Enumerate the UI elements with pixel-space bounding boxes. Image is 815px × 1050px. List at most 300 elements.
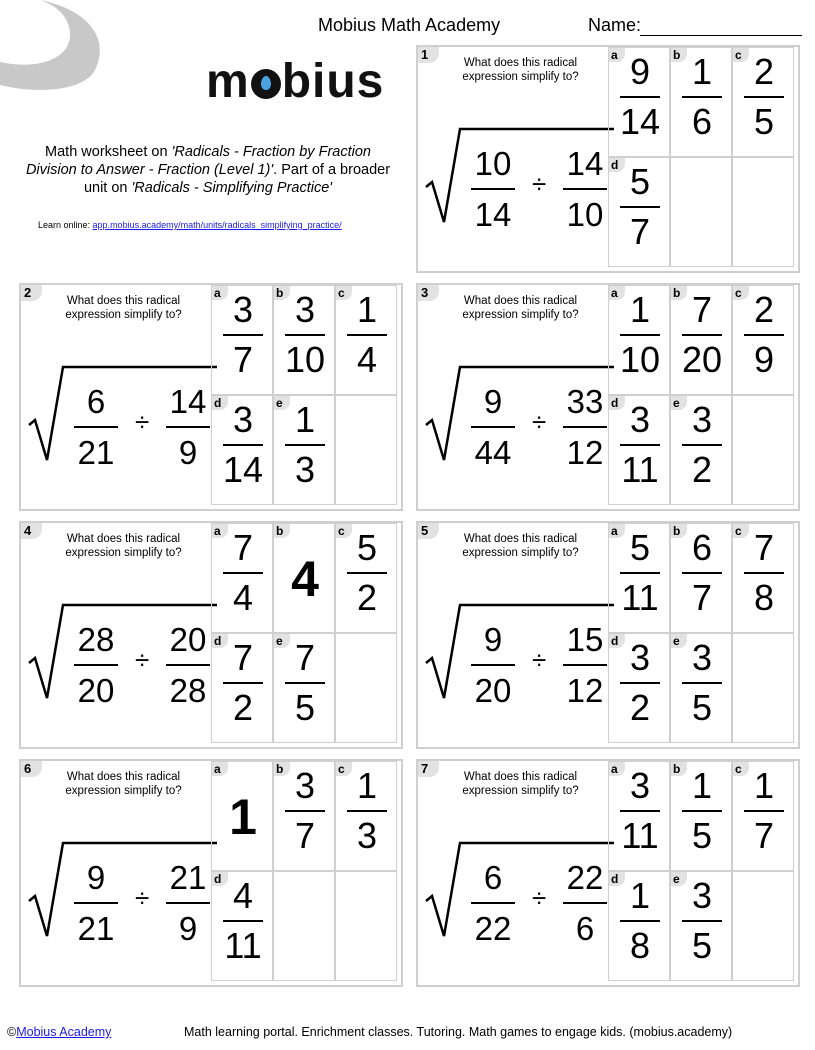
question-text: What does this radical expression simplify to? [462, 771, 579, 797]
fraction-bar [744, 572, 784, 574]
problem-number: 1 [418, 47, 439, 63]
copyright-symbol: © [7, 1025, 17, 1039]
numerator: 1 [691, 51, 713, 92]
answer-option-a[interactable] [608, 47, 670, 157]
numerator: 20 [169, 621, 207, 658]
numerator: 9 [483, 621, 503, 658]
option-label: d [212, 396, 228, 410]
answer-option-b[interactable] [670, 523, 732, 633]
problem-card [19, 759, 403, 987]
division-symbol: ÷ [532, 883, 547, 913]
numerator: 21 [169, 859, 207, 896]
denominator: 8 [629, 925, 651, 966]
option-label: d [212, 872, 228, 886]
fraction-bar [744, 96, 784, 98]
numerator: 5 [629, 161, 651, 202]
empty-answer-cell [335, 633, 397, 743]
denominator: 10 [284, 339, 326, 380]
problem-number: 3 [418, 285, 439, 301]
fraction-bar [682, 96, 722, 98]
numerator: 3 [691, 875, 713, 916]
numerator: 1 [629, 289, 651, 330]
numerator: 28 [77, 621, 115, 658]
denominator: 11 [224, 925, 262, 966]
fraction-bar [166, 902, 210, 904]
answer-option-d[interactable] [211, 395, 273, 505]
divisor-fraction [560, 623, 610, 707]
problem-number: 4 [21, 523, 42, 539]
numerator: 6 [691, 527, 713, 568]
learn-online-label: Learn online: [38, 220, 93, 230]
answer-option-d[interactable] [608, 633, 670, 743]
numerator: 15 [566, 621, 604, 658]
numerator: 6 [86, 383, 106, 420]
question-text: What does this radical expression simplify to? [65, 771, 182, 797]
fraction-bar [682, 444, 722, 446]
option-fraction [281, 289, 329, 380]
intro-prefix: Math worksheet on [45, 144, 172, 160]
option-label: c [733, 762, 749, 776]
option-fraction [740, 527, 788, 618]
problem-card [416, 283, 800, 511]
option-label: c [336, 762, 352, 776]
answer-option-e[interactable] [273, 633, 335, 743]
denominator: 7 [232, 339, 254, 380]
option-fraction [343, 289, 391, 380]
question-text: What does this radical expression simplify to? [65, 533, 182, 559]
numerator: 7 [232, 637, 254, 678]
fraction-bar [223, 920, 263, 922]
fraction-bar [347, 572, 387, 574]
option-label: b [671, 524, 687, 538]
option-fraction [678, 289, 726, 380]
name-field-line[interactable] [640, 35, 802, 36]
option-fraction [616, 161, 664, 252]
divisor-fraction [560, 861, 610, 945]
denominator: 14 [222, 449, 264, 490]
denominator: 3 [294, 449, 316, 490]
numerator: 1 [356, 765, 378, 806]
option-label: e [274, 634, 290, 648]
fraction-bar [223, 572, 263, 574]
option-label: c [733, 524, 749, 538]
fraction-bar [620, 334, 660, 336]
option-fraction [219, 399, 267, 490]
option-fraction [219, 527, 267, 618]
denominator: 2 [356, 577, 378, 618]
denominator: 3 [356, 815, 378, 856]
option-fraction [281, 765, 329, 856]
numerator: 2 [753, 289, 775, 330]
fraction-bar [74, 426, 118, 428]
intro-unit: 'Radicals - Simplifying Practice' [131, 180, 333, 196]
answer-option-b[interactable] [670, 285, 732, 395]
radical-expression [424, 861, 614, 956]
radical-expression [27, 861, 217, 956]
option-label: d [609, 396, 625, 410]
fraction-bar [682, 920, 722, 922]
option-label: a [212, 762, 228, 776]
dividend-fraction [71, 623, 121, 707]
fraction-bar [620, 444, 660, 446]
numerator: 9 [629, 51, 651, 92]
fraction-bar [620, 96, 660, 98]
numerator: 1 [629, 875, 651, 916]
answer-option-c[interactable] [732, 285, 794, 395]
numerator: 3 [232, 289, 254, 330]
option-label: a [212, 524, 228, 538]
logo-drop-icon [251, 69, 281, 99]
fraction-bar [223, 334, 263, 336]
option-label: a [212, 286, 228, 300]
radical-expression [27, 385, 217, 480]
option-fraction [678, 875, 726, 966]
footer-tagline: Math learning portal. Enrichment classes. Tutoring. Math games to engage kids. (mobius.academy) [184, 1025, 733, 1039]
fraction-bar [620, 682, 660, 684]
division-symbol: ÷ [135, 883, 150, 913]
logo-text-end: bius [281, 55, 385, 108]
option-fraction [678, 51, 726, 142]
footer-copyright [7, 1025, 111, 1039]
learn-online-link[interactable]: app.mobius.academy/math/units/radicals_simplifying_practice/ [92, 220, 342, 230]
empty-answer-cell [335, 871, 397, 981]
fraction-bar [74, 902, 118, 904]
answer-option-b[interactable] [670, 761, 732, 871]
fraction-bar [620, 572, 660, 574]
fraction-bar [744, 810, 784, 812]
fraction-bar [347, 810, 387, 812]
numerator: 10 [474, 145, 512, 182]
dividend-fraction [468, 147, 518, 231]
denominator: 2 [629, 687, 651, 728]
problem-card [19, 521, 403, 749]
option-label: c [336, 524, 352, 538]
denominator: 8 [753, 577, 775, 618]
answer-option-e[interactable] [670, 871, 732, 981]
answer-option-a[interactable] [608, 523, 670, 633]
option-label: a [609, 762, 625, 776]
answer-option-a[interactable] [211, 285, 273, 395]
answer-option-d[interactable] [608, 871, 670, 981]
logo-swoosh-graphic [0, 0, 110, 100]
numerator: 1 [691, 765, 713, 806]
radical-expression [424, 385, 614, 480]
name-label: Name: [588, 15, 642, 35]
denominator: 7 [629, 211, 651, 252]
numerator: 7 [232, 527, 254, 568]
numerator: 3 [294, 765, 316, 806]
option-label: c [733, 286, 749, 300]
answer-option-e[interactable] [273, 395, 335, 505]
answer-option-b[interactable] [670, 47, 732, 157]
option-label: d [609, 158, 625, 172]
denominator: 9 [753, 339, 775, 380]
numerator: 3 [232, 399, 254, 440]
answer-option-c[interactable] [335, 285, 397, 395]
option-label: e [671, 396, 687, 410]
denominator: 5 [294, 687, 316, 728]
numerator: 4 [232, 875, 254, 916]
problem-card [416, 759, 800, 987]
option-fraction [616, 875, 664, 966]
dividend-fraction [71, 861, 121, 945]
page-title: Mobius Math Academy [318, 15, 501, 35]
option-fraction [281, 399, 329, 490]
dividend-fraction [468, 861, 518, 945]
empty-answer-cell [732, 395, 794, 505]
denominator: 12 [566, 434, 604, 471]
fraction-bar [285, 810, 325, 812]
empty-answer-cell [732, 633, 794, 743]
numerator: 3 [691, 637, 713, 678]
empty-answer-cell [273, 871, 335, 981]
division-symbol: ÷ [135, 645, 150, 675]
denominator: 4 [232, 577, 254, 618]
fraction-bar [223, 444, 263, 446]
denominator: 28 [169, 672, 207, 709]
question-text: What does this radical expression simplify to? [65, 295, 182, 321]
numerator: 5 [356, 527, 378, 568]
fraction-bar [166, 426, 210, 428]
numerator: 3 [629, 637, 651, 678]
option-fraction [740, 765, 788, 856]
denominator: 6 [691, 101, 713, 142]
denominator: 7 [691, 577, 713, 618]
option-label: c [336, 286, 352, 300]
fraction-bar [620, 810, 660, 812]
option-label: b [671, 286, 687, 300]
answer-option-c[interactable] [732, 47, 794, 157]
option-fraction [616, 637, 664, 728]
option-label: d [212, 634, 228, 648]
option-fraction [678, 765, 726, 856]
footer-link[interactable]: Mobius Academy [16, 1025, 112, 1039]
answer-option-b[interactable] [273, 285, 335, 395]
division-symbol: ÷ [532, 169, 547, 199]
denominator: 5 [691, 925, 713, 966]
denominator: 11 [621, 577, 659, 618]
numerator: 22 [566, 859, 604, 896]
denominator: 20 [474, 672, 512, 709]
dividend-fraction [468, 385, 518, 469]
option-fraction [740, 289, 788, 380]
numerator: 6 [483, 859, 503, 896]
radical-expression [424, 623, 614, 718]
option-label: a [609, 286, 625, 300]
denominator: 44 [474, 434, 512, 471]
question-text: What does this radical expression simplify to? [462, 295, 579, 321]
option-whole-number: 1 [229, 789, 257, 845]
fraction-bar [285, 682, 325, 684]
fraction-bar [471, 902, 515, 904]
numerator: 14 [566, 145, 604, 182]
fraction-bar [620, 206, 660, 208]
fraction-bar [563, 664, 607, 666]
empty-answer-cell [335, 395, 397, 505]
option-label: e [671, 634, 687, 648]
option-fraction [343, 527, 391, 618]
divisor-fraction [560, 385, 610, 469]
answer-option-d[interactable] [211, 633, 273, 743]
denominator: 5 [753, 101, 775, 142]
fraction-bar [74, 664, 118, 666]
answer-option-b[interactable] [273, 523, 335, 633]
denominator: 10 [619, 339, 661, 380]
option-label: e [671, 872, 687, 886]
denominator: 9 [178, 910, 198, 947]
problem-card [416, 521, 800, 749]
fraction-bar [285, 334, 325, 336]
radical-expression [424, 147, 614, 242]
numerator: 1 [356, 289, 378, 330]
divisor-fraction [163, 385, 213, 469]
answer-option-a[interactable] [608, 285, 670, 395]
problem-card [19, 283, 403, 511]
option-fraction [281, 637, 329, 728]
option-label: a [609, 48, 625, 62]
denominator: 20 [77, 672, 115, 709]
problem-number: 7 [418, 761, 439, 777]
numerator: 9 [483, 383, 503, 420]
logo-text-start: m [206, 55, 250, 108]
answer-option-d[interactable] [608, 395, 670, 505]
problem-number: 6 [21, 761, 42, 777]
denominator: 9 [178, 434, 198, 471]
empty-answer-cell [670, 157, 732, 267]
fraction-bar [682, 810, 722, 812]
denominator: 20 [681, 339, 723, 380]
problem-number: 5 [418, 523, 439, 539]
option-fraction [678, 637, 726, 728]
option-label: b [274, 286, 290, 300]
mobius-logo [206, 55, 385, 108]
denominator: 4 [356, 339, 378, 380]
denominator: 21 [77, 434, 115, 471]
fraction-bar [471, 426, 515, 428]
answer-option-b[interactable] [273, 761, 335, 871]
numerator: 33 [566, 383, 604, 420]
empty-answer-cell [732, 871, 794, 981]
answer-option-a[interactable] [608, 761, 670, 871]
dividend-fraction [468, 623, 518, 707]
numerator: 14 [169, 383, 207, 420]
denominator: 12 [566, 672, 604, 709]
denominator: 22 [474, 910, 512, 947]
denominator: 14 [619, 101, 661, 142]
answer-option-c[interactable] [335, 523, 397, 633]
option-label: e [274, 396, 290, 410]
answer-option-a[interactable] [211, 761, 273, 871]
numerator: 9 [86, 859, 106, 896]
option-fraction [616, 51, 664, 142]
option-whole-number: 4 [291, 551, 319, 607]
divisor-fraction [163, 623, 213, 707]
division-symbol: ÷ [532, 645, 547, 675]
fraction-bar [682, 572, 722, 574]
fraction-bar [166, 664, 210, 666]
intro-topic: 'Radicals - Fraction by Fraction Division to Answer - Fraction (Level 1)' [25, 144, 371, 178]
option-fraction [616, 289, 664, 380]
fraction-bar [682, 682, 722, 684]
fraction-bar [563, 426, 607, 428]
radical-expression [27, 623, 217, 718]
numerator: 3 [629, 399, 651, 440]
option-fraction [678, 527, 726, 618]
numerator: 3 [691, 399, 713, 440]
option-fraction [219, 637, 267, 728]
problem-number: 2 [21, 285, 42, 301]
numerator: 3 [294, 289, 316, 330]
answer-option-c[interactable] [335, 761, 397, 871]
division-symbol: ÷ [135, 407, 150, 437]
fraction-bar [471, 664, 515, 666]
option-label: b [671, 48, 687, 62]
denominator: 2 [691, 449, 713, 490]
option-fraction [678, 399, 726, 490]
numerator: 5 [629, 527, 651, 568]
option-fraction [616, 527, 664, 618]
answer-option-e[interactable] [670, 633, 732, 743]
denominator: 11 [621, 449, 659, 490]
fraction-bar [620, 920, 660, 922]
option-fraction [616, 399, 664, 490]
answer-option-d[interactable] [211, 871, 273, 981]
answer-option-a[interactable] [211, 523, 273, 633]
fraction-bar [471, 188, 515, 190]
question-text: What does this radical expression simplify to? [462, 533, 579, 559]
divisor-fraction [560, 147, 610, 231]
learn-online [38, 220, 342, 230]
fraction-bar [682, 334, 722, 336]
divisor-fraction [163, 861, 213, 945]
fraction-bar [347, 334, 387, 336]
answer-option-e[interactable] [670, 395, 732, 505]
answer-option-c[interactable] [732, 761, 794, 871]
numerator: 7 [753, 527, 775, 568]
problem-card [416, 45, 800, 273]
option-fraction [740, 51, 788, 142]
option-label: c [733, 48, 749, 62]
fraction-bar [285, 444, 325, 446]
worksheet-description [18, 143, 398, 197]
numerator: 1 [753, 765, 775, 806]
denominator: 5 [691, 687, 713, 728]
empty-answer-cell [732, 157, 794, 267]
denominator: 6 [575, 910, 595, 947]
denominator: 7 [753, 815, 775, 856]
fraction-bar [744, 334, 784, 336]
fraction-bar [563, 188, 607, 190]
numerator: 7 [294, 637, 316, 678]
option-label: d [609, 872, 625, 886]
option-label: a [609, 524, 625, 538]
option-label: b [274, 762, 290, 776]
numerator: 1 [294, 399, 316, 440]
answer-option-d[interactable] [608, 157, 670, 267]
option-fraction [219, 875, 267, 966]
answer-option-c[interactable] [732, 523, 794, 633]
numerator: 2 [753, 51, 775, 92]
option-fraction [343, 765, 391, 856]
option-fraction [219, 289, 267, 380]
numerator: 3 [629, 765, 651, 806]
question-text: What does this radical expression simplify to? [462, 57, 579, 83]
numerator: 7 [691, 289, 713, 330]
intro-middle: . Part of a broader unit on [83, 162, 391, 196]
fraction-bar [563, 902, 607, 904]
denominator: 10 [566, 196, 604, 233]
denominator: 21 [77, 910, 115, 947]
